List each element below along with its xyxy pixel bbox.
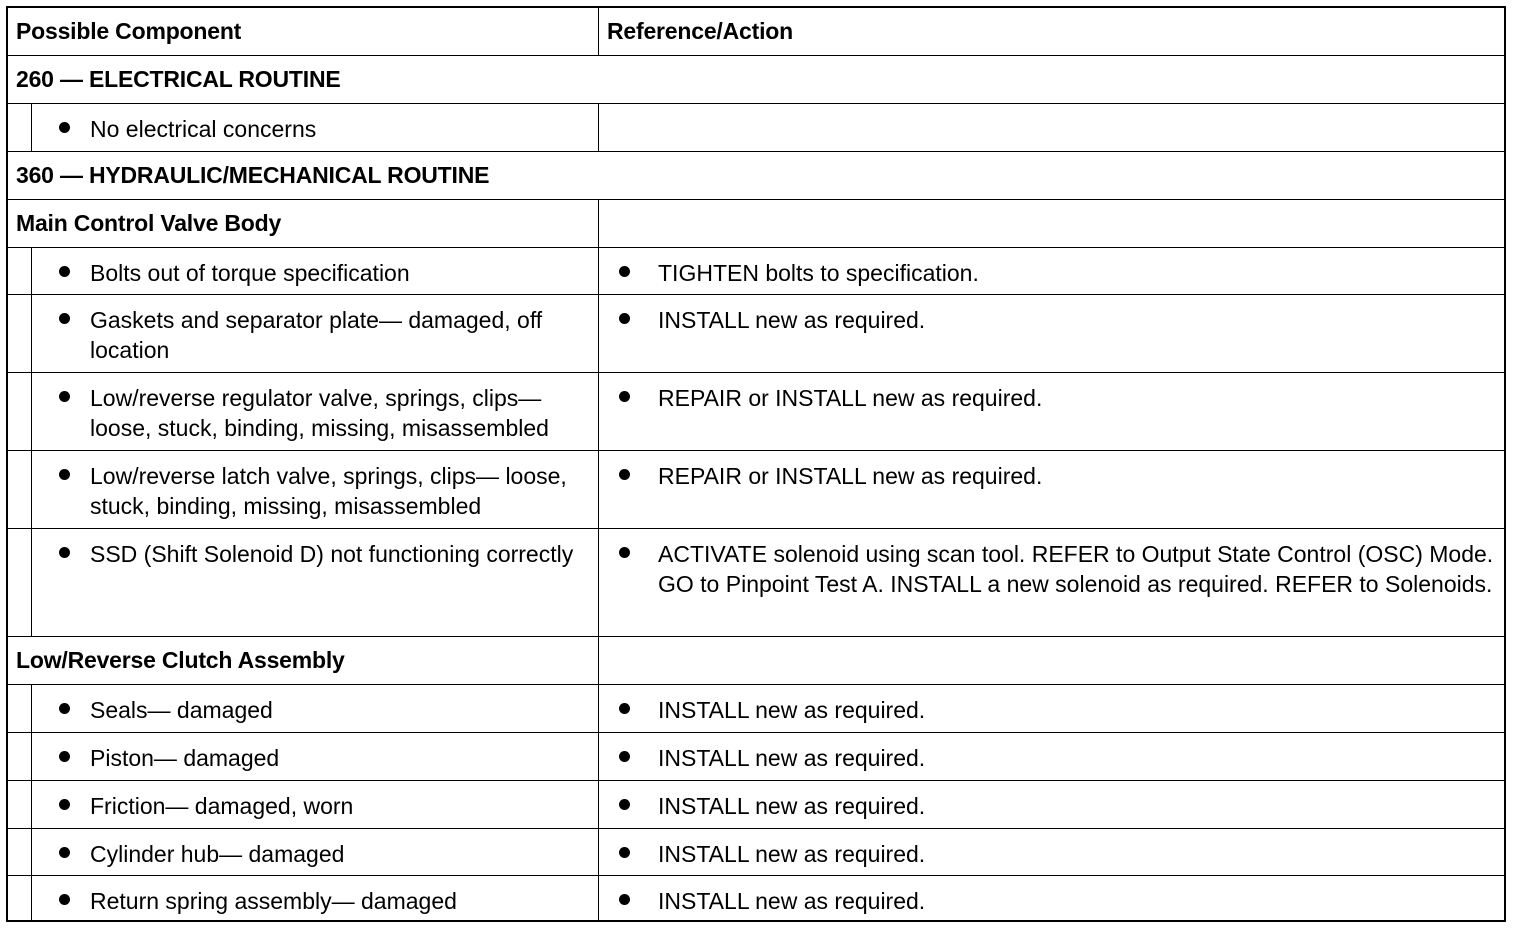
action-cell: [599, 829, 1504, 875]
action-text: INSTALL new as required.: [658, 888, 926, 914]
bullet-icon: [59, 751, 70, 762]
header-cell-component: [8, 8, 599, 55]
action-text: INSTALL new as required.: [658, 793, 926, 819]
subsection-cell: [8, 637, 599, 684]
indent-cell: [8, 685, 32, 732]
bullet-icon: [59, 122, 70, 133]
component-text: Piston— damaged: [90, 745, 280, 771]
component-cell: [8, 295, 599, 372]
component-cell: [8, 876, 599, 920]
column-header-action: Reference/Action: [607, 18, 793, 44]
component-cell: [8, 781, 599, 828]
component-cell: [8, 529, 599, 636]
section-row-electrical: [8, 56, 1504, 104]
bullet-icon: [619, 547, 630, 558]
action-cell: [599, 529, 1504, 636]
bullet-icon: [59, 894, 70, 905]
action-cell: [599, 733, 1504, 780]
component-cell: [8, 248, 599, 294]
indent-cell: [8, 248, 32, 294]
bullet-icon: [59, 266, 70, 277]
bullet-icon: [619, 799, 630, 810]
subsection-row-valve-body: [8, 200, 1504, 248]
action-text: INSTALL new as required.: [658, 745, 926, 771]
bullet-icon: [619, 469, 630, 480]
component-cell: [8, 685, 599, 732]
action-cell: [599, 200, 1504, 247]
table-row: [8, 373, 1504, 451]
section-row-hydraulic: [8, 152, 1504, 200]
table-row: [8, 781, 1504, 829]
table-row: [8, 295, 1504, 373]
action-cell: [599, 248, 1504, 294]
table-row: [8, 529, 1504, 637]
component-text: No electrical concerns: [90, 116, 317, 142]
subsection-row-clutch: [8, 637, 1504, 685]
table-row: [8, 104, 1504, 152]
action-text: ACTIVATE solenoid using scan tool. REFER to Output State Control (OSC) Mode. GO to Pinpoint Test A. INSTALL a new solenoid as required. REFER to Solenoids.: [658, 541, 1494, 597]
component-text: Seals— damaged: [90, 697, 273, 723]
indent-cell: [8, 104, 32, 151]
bullet-icon: [619, 703, 630, 714]
component-cell: [8, 733, 599, 780]
action-cell: [599, 451, 1504, 528]
action-text: INSTALL new as required.: [658, 697, 926, 723]
bullet-icon: [619, 894, 630, 905]
section-title-electrical: 260 — ELECTRICAL ROUTINE: [16, 66, 341, 92]
action-text: INSTALL new as required.: [658, 307, 926, 333]
bullet-icon: [59, 703, 70, 714]
indent-cell: [8, 829, 32, 875]
component-text: Cylinder hub— damaged: [90, 841, 345, 867]
component-cell: [8, 829, 599, 875]
component-text: Bolts out of torque specification: [90, 260, 410, 286]
bullet-icon: [59, 313, 70, 324]
column-header-component: Possible Component: [16, 18, 242, 44]
bullet-icon: [619, 266, 630, 277]
diagnostic-table: [6, 6, 1506, 922]
table-row: [8, 876, 1504, 920]
component-text: Gaskets and separator plate— damaged, off location: [90, 307, 543, 363]
action-cell: [599, 373, 1504, 450]
subsection-cell: [8, 200, 599, 247]
bullet-icon: [619, 313, 630, 324]
bullet-icon: [59, 799, 70, 810]
bullet-icon: [619, 391, 630, 402]
action-text: REPAIR or INSTALL new as required.: [658, 463, 1043, 489]
bullet-icon: [619, 847, 630, 858]
table-header-row: [8, 8, 1504, 56]
indent-cell: [8, 529, 32, 636]
indent-cell: [8, 733, 32, 780]
bullet-icon: [619, 751, 630, 762]
indent-cell: [8, 876, 32, 920]
component-cell: [8, 104, 599, 151]
action-text: REPAIR or INSTALL new as required.: [658, 385, 1043, 411]
action-text: TIGHTEN bolts to specification.: [658, 260, 979, 286]
component-text: Low/reverse regulator valve, springs, clips— loose, stuck, binding, missing, misassembled: [90, 385, 549, 441]
action-cell: [599, 781, 1504, 828]
subsection-title-valve-body: Main Control Valve Body: [16, 210, 282, 236]
table-row: [8, 451, 1504, 529]
section-title-hydraulic: 360 — HYDRAULIC/MECHANICAL ROUTINE: [16, 162, 490, 188]
table-row: [8, 829, 1504, 876]
component-text: Friction— damaged, worn: [90, 793, 354, 819]
bullet-icon: [59, 391, 70, 402]
action-text: INSTALL new as required.: [658, 841, 926, 867]
component-cell: [8, 451, 599, 528]
bullet-icon: [59, 847, 70, 858]
indent-cell: [8, 373, 32, 450]
table-row: [8, 248, 1504, 295]
component-text: Return spring assembly— damaged: [90, 888, 457, 914]
header-cell-action: [599, 8, 1504, 55]
bullet-icon: [59, 547, 70, 558]
action-cell: [599, 637, 1504, 684]
table-row: [8, 733, 1504, 781]
bullet-icon: [59, 469, 70, 480]
table-row: [8, 685, 1504, 733]
indent-cell: [8, 451, 32, 528]
action-cell: [599, 104, 1504, 151]
action-cell: [599, 685, 1504, 732]
indent-cell: [8, 295, 32, 372]
section-cell: [8, 152, 1504, 199]
component-cell: [8, 373, 599, 450]
subsection-title-clutch: Low/Reverse Clutch Assembly: [16, 647, 345, 673]
action-cell: [599, 876, 1504, 920]
section-cell: [8, 56, 1504, 103]
component-text: SSD (Shift Solenoid D) not functioning correctly: [90, 541, 574, 567]
indent-cell: [8, 781, 32, 828]
component-text: Low/reverse latch valve, springs, clips— loose, stuck, binding, missing, misassembled: [90, 463, 567, 519]
action-cell: [599, 295, 1504, 372]
